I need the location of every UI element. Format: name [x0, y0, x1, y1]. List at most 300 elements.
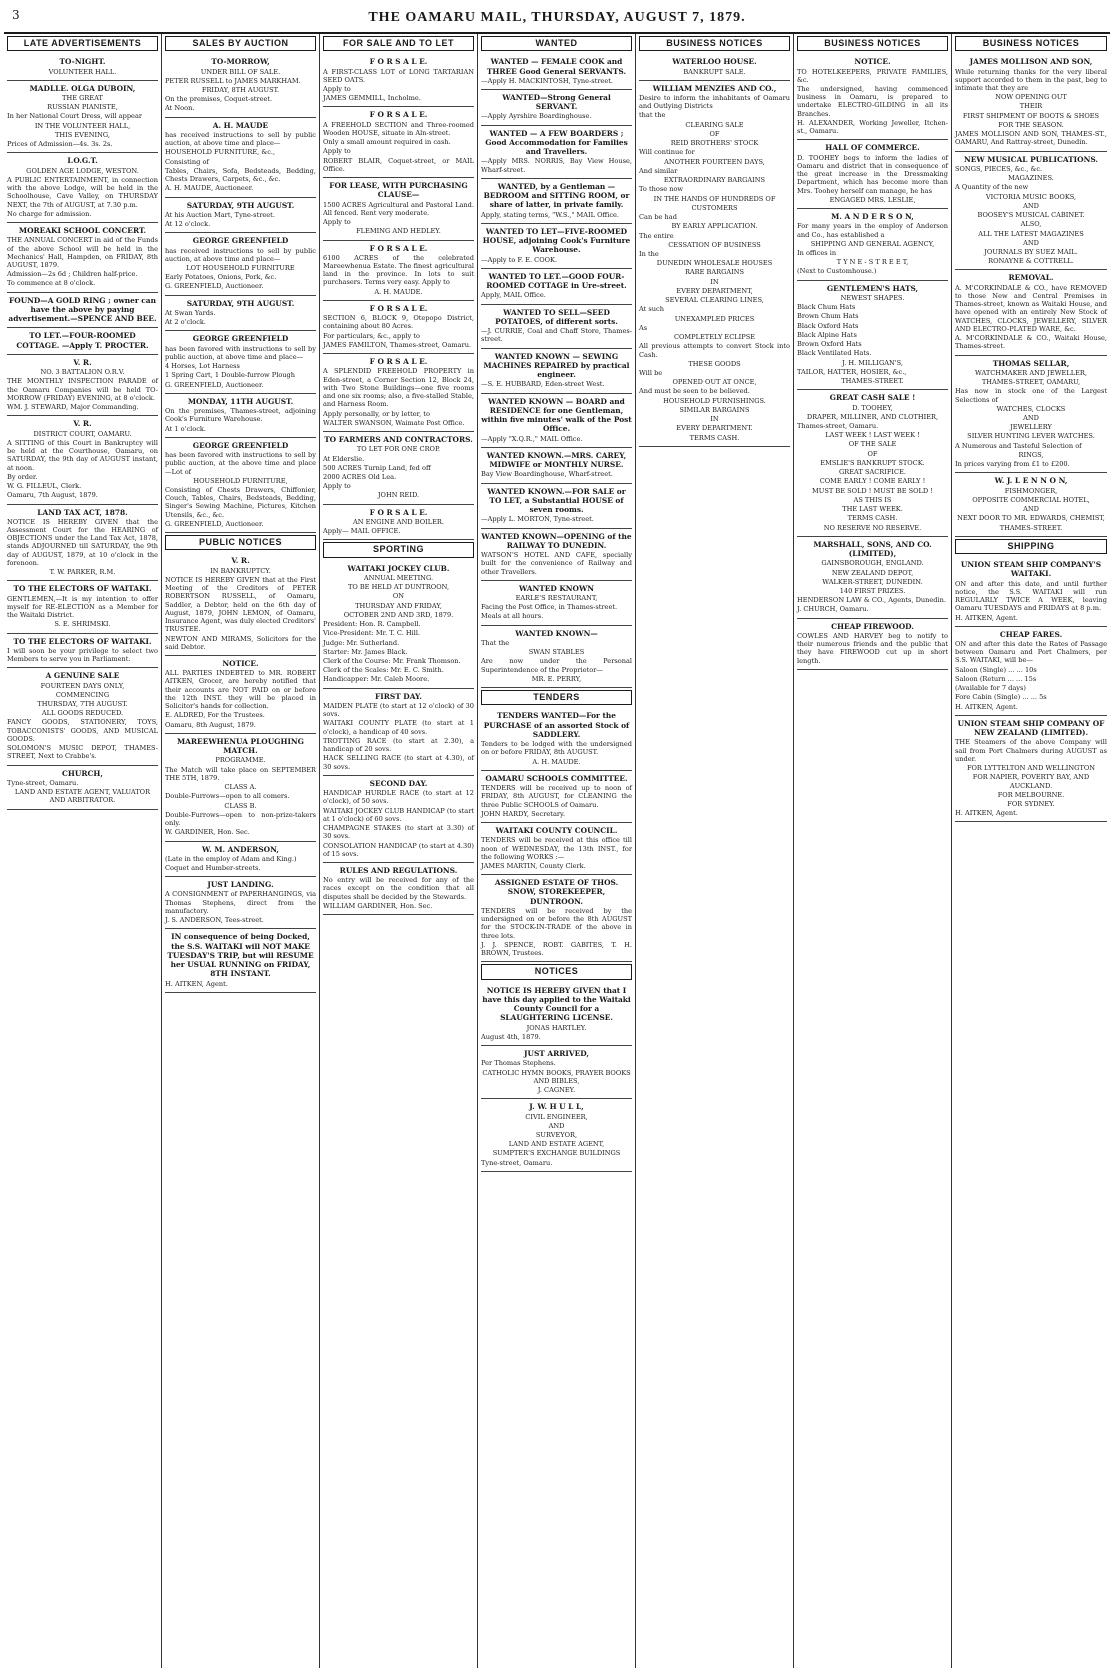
ad-line: 2000 ACRES Old Lea. [323, 472, 397, 481]
ad-line: To commence at 8 o'clock. [7, 279, 96, 288]
advertisement [955, 270, 1107, 355]
ad-line: OF [867, 449, 878, 458]
ad-line: SEVERAL CLEARING LINES, [665, 296, 764, 305]
ad-line: CIVIL ENGINEER, [525, 1112, 588, 1121]
ad-line: Brown Oxford Hats [797, 340, 862, 349]
ad-line: All previous attempts to convert Stock into Cash. [639, 342, 790, 359]
ad-line: Double-Furrows—open to all comers. [165, 792, 290, 801]
section-header: SHIPPING [955, 539, 1107, 554]
ad-line: BY EARLY APPLICATION. [671, 222, 758, 231]
ad-line: FLEMING AND HEDLEY. [356, 227, 441, 236]
ad-heading: M. A N D E R S O N, [831, 212, 914, 222]
ad-line: FOR SYDNEY. [1007, 800, 1055, 808]
ad-line: has been favored with instructions to sell by public auction, at above time and place— [165, 344, 316, 361]
ad-line: A SPLENDID FREEHOLD PROPERTY in Eden-street, a Corner Section 12, Block 24, with Two Stone Buildings—one five rooms and one six rooms; also, a five-stalled Stable, and Harness Room. [323, 367, 474, 409]
ad-line: COMPLETELY ECLIPSE [673, 333, 756, 342]
ad-heading: TO-NIGHT. [59, 57, 106, 67]
ad-line: PETER RUSSELL to JAMES MARKHAM. [165, 76, 301, 85]
advertisement [481, 349, 632, 394]
ad-line: Can be had [639, 213, 677, 222]
ad-line: Apply to [323, 147, 351, 156]
ad-heading: I.O.G.T. [67, 156, 98, 166]
ad-line: HOUSEHOLD FURNITURE, &c., [165, 148, 276, 157]
ad-heading: V. R. [73, 419, 92, 429]
advertisement [797, 54, 948, 140]
ad-line: JOURNALS BY SUEZ MAIL. [984, 247, 1078, 256]
ad-line: SURVEYOR, [535, 1130, 578, 1139]
ad-line: has been favored with instructions to sell by public auction, at the above time and place—Lot of [165, 451, 316, 476]
ad-heading: IN consequence of being Docked, the S.S. WAITAKI will NOT MAKE TUESDAY'S TRIP, but will RESUME her USUAL RUNNING on FRIDAY, 8TH INSTANT. [167, 932, 314, 979]
ad-heading: TENDERS WANTED—For the PURCHASE of an assorted Stock of SADDLERY. [483, 711, 630, 739]
ad-line: At such [639, 305, 664, 314]
ad-line: OF [709, 129, 720, 138]
advertisement [7, 81, 158, 154]
ad-line: H. AITKEN, Agent. [955, 702, 1018, 711]
ad-line: A CONSIGNMENT of PAPERHANGINGS, via Thomas Stephens, direct from the manufactory. [165, 890, 316, 915]
ad-line: Coquet and Humber-streets. [165, 863, 261, 872]
ad-line: has received instructions to sell by public auction, at above time and place— [165, 246, 316, 263]
ad-line: On the premises, Coquet-street. [165, 95, 273, 104]
ad-heading: NOTICE. [854, 57, 891, 67]
ad-line: Consisting of Chests Drawers, Chiffonier, Couch, Tables, Chairs, Bedsteads, Bedding, Singer's Sewing Machine, Pictures, Kitchen Utensils, &c., &c. [165, 485, 316, 519]
ad-line: AN ENGINE AND BOILER. [353, 517, 444, 526]
ad-heading: WANTED TO LET.—GOOD FOUR-ROOMED COTTAGE in Ure-street. [486, 271, 627, 291]
ad-heading: F O R S A L E. [369, 110, 428, 120]
ad-line: AND [1023, 238, 1039, 247]
ad-line: W. GARDINER, Hon. Sec. [165, 828, 250, 837]
ad-heading: WILLIAM MENZIES AND CO., [652, 83, 777, 93]
advertisement [481, 126, 632, 179]
advertisement [165, 296, 316, 332]
ad-line: THIS EVENING, [54, 130, 111, 139]
ad-line: NOW OPENING OUT [995, 93, 1067, 102]
ad-line: On the premises, Thames-street, adjoining Cook's Furniture Warehouse. [165, 407, 316, 424]
ad-line: IN THE VOLUNTEER HALL, [34, 121, 131, 130]
ad-heading: RULES AND REGULATIONS. [339, 865, 458, 875]
ad-line: Prices of Admission—4s. 3s. 2s. [7, 140, 113, 149]
ad-line: SONGS, PIECES, &c., &c. [955, 164, 1043, 173]
ad-line: SOLOMON'S MUSIC DEPOT, THAMES-STREET, Next to Crabbe's. [7, 744, 158, 761]
advertisement [165, 734, 316, 842]
section-header: NOTICES [481, 964, 632, 979]
ad-line: At Noon. [165, 104, 195, 113]
ad-line: Tables, Chairs, Sofa, Bedsteads, Bedding, Chests Drawers, Carpets, &c., &c. [165, 166, 316, 184]
ad-line: Per Thomas Stephens. [481, 1059, 556, 1068]
ad-line: —Apply "X.Q.R.," MAIL Office. [481, 434, 583, 443]
ad-heading: TO-MORROW, [211, 57, 270, 67]
advertisement [639, 54, 790, 80]
advertisement [323, 178, 474, 240]
ad-line: Apply to [323, 218, 351, 227]
ad-line: SIMILAR BARGAINS [679, 405, 750, 414]
advertisement [481, 771, 632, 823]
ad-line: FOURTEEN DAYS ONLY, [40, 681, 125, 690]
columns [4, 34, 1110, 1668]
ad-line: SUMPTER'S EXCHANGE BUILDINGS [492, 1149, 621, 1158]
advertisement [481, 875, 632, 962]
ad-heading: JUST LANDING. [207, 880, 274, 890]
page-number: 3 [12, 8, 20, 22]
advertisement [165, 929, 316, 992]
ad-line: LOT HOUSEHOLD FURNITURE [186, 264, 295, 272]
ad-line: H. ALEXANDER, Working Jeweller, Itchen-st., Oamaru. [797, 118, 948, 136]
advertisement [165, 877, 316, 929]
ad-line: Apply personally, or by letter, to [323, 409, 430, 418]
ad-line: TO BE HELD AT DUNTROON, [347, 583, 450, 592]
ad-line: JAMES FAMILTON, Thames-street, Oamaru. [323, 340, 472, 349]
ad-heading: TO THE ELECTORS OF WAITAKI. [13, 636, 152, 646]
ad-line: CHAMPAGNE STAKES (to start at 3.30) of 30 sovs. [323, 824, 474, 841]
ad-line: G. GREENFIELD, Auctioneer. [165, 380, 264, 389]
ad-heading: JUST ARRIVED, [524, 1049, 589, 1059]
ad-line: No charge for admission. [7, 209, 92, 218]
ad-line: TERMS CASH. [689, 433, 740, 442]
ad-heading: FOUND—A GOLD RING ; owner can have the above by paying advertisement.—SPENCE AND BEE. [8, 295, 157, 324]
ad-line: HACK SELLING RACE (to start at 4.30), of 30 sovs. [323, 754, 474, 771]
ad-heading: WAITAKI JOCKEY CLUB. [347, 563, 450, 573]
ad-line: Are now under the Personal Superintendence of the Proprietor— [481, 657, 632, 674]
ad-line: GENTLEMEN,—It is my intention to offer myself for RE-ELECTION as a Member for the Waitaki District. [7, 594, 158, 620]
ad-heading: ASSIGNED ESTATE OF THOS. SNOW, STOREKEEPER, DUNTROON. [494, 878, 619, 906]
ad-heading: MADLLE. OLGA DUBOIN, [29, 83, 136, 93]
ad-heading: V. R. [73, 357, 92, 367]
ad-line: OPPOSITE COMMERCIAL HOTEL, [972, 495, 1090, 504]
ad-line: Admission—2s 6d ; Children half-price. [7, 270, 138, 279]
ad-line: 6100 ACRES of the celebrated Mareewhenua Estate. The finest agricultural land in the province. In lots to suit purchasers. Terms very easy. Apply to [323, 253, 474, 287]
ad-heading: WANTED KNOWN.—FOR SALE or TO LET, a Substantial HOUSE of seven rooms. [487, 486, 626, 515]
ad-line: A. H. MAUDE, Auctioneer. [165, 184, 254, 193]
ad-line: ALL PARTIES INDEBTED to MR. ROBERT AITKEN, Grocer, are hereby notified that their accounts are NOT PAID on or before the 12th INST. they will be placed in Solicitor's hands for collection. [165, 669, 316, 711]
ad-line: To those now [639, 185, 684, 194]
ad-line: J. S. ANDERSON, Tees-street. [165, 916, 264, 925]
column-header: FOR SALE AND TO LET [323, 36, 474, 51]
ad-line: —S. E. HUBBARD, Eden-street West. [481, 380, 605, 389]
advertisement [955, 716, 1107, 823]
ad-line: 1500 ACRES Agricultural and Pastoral Land. All fenced. Rent very moderate. [323, 200, 474, 217]
ad-line: COMMENCING [55, 690, 110, 699]
column [478, 34, 636, 1668]
ad-line: President: Hon. R. Campbell. [323, 620, 421, 629]
advertisement [955, 152, 1107, 271]
ad-heading: J. W. H U L L, [529, 1102, 584, 1112]
ad-line: Black Oxford Hats [797, 321, 859, 330]
ad-line: A. M'CORKINDALE & CO., have REMOVED to those New and Central Premises in Thames-street, known as Waitaki House, and have opened with an entirely New Stock of WATCHES, CLOCKS, JEWELLERY, SILVER AND ELECTRO-PLATED WARE, &c. [955, 283, 1107, 333]
ad-line: Brown Chum Hats [797, 312, 859, 321]
ad-heading: WANTED KNOWN.—MRS. CAREY, MIDWIFE or MONTHLY NURSE. [486, 450, 627, 470]
ad-line: At Elderslie. [323, 454, 365, 463]
ad-line: THEIR [1019, 102, 1043, 111]
advertisement [323, 241, 474, 301]
advertisement [481, 626, 632, 688]
ad-line: FOR LYTTELTON AND WELLINGTON [966, 764, 1096, 773]
ad-line: CLASS A. [224, 783, 257, 792]
ad-heading: FOR LEASE, WITH PURCHASING CLAUSE— [329, 181, 468, 200]
advertisement [7, 355, 158, 416]
ad-line: FOR THE SEASON. [998, 120, 1064, 129]
ad-line: OPENED OUT AT ONCE, [672, 378, 757, 387]
ad-heading: F O R S A L E. [369, 57, 428, 67]
ad-line: By order. [7, 472, 38, 481]
ad-heading: NEW MUSICAL PUBLICATIONS. [964, 154, 1098, 164]
ad-heading: A. H. MAUDE [212, 120, 269, 130]
ad-line: S. E. SHRIMSKI. [54, 620, 111, 629]
ad-line: For particulars, &c., apply to [323, 331, 420, 340]
ad-line: August 4th, 1879. [481, 1032, 541, 1041]
ad-line: GOLDEN AGE LODGE, WESTON. [26, 166, 139, 175]
ad-heading: LAND TAX ACT, 1878. [37, 507, 128, 517]
ad-line: Black Alpine Hats [797, 330, 857, 339]
ad-line: A Numerous and Tasteful Selection of [955, 441, 1082, 450]
advertisement [323, 301, 474, 354]
ad-line: And must be seen to be believed. [639, 387, 750, 396]
advertisement [165, 233, 316, 295]
ad-heading: W. M. ANDERSON, [202, 844, 279, 854]
advertisement [797, 209, 948, 281]
column-header: LATE ADVERTISEMENTS [7, 36, 158, 51]
ad-heading: WANTED — FEMALE COOK and THREE Good General SERVANTS. [486, 57, 627, 76]
advertisement [955, 557, 1107, 627]
advertisement [481, 823, 632, 875]
ad-heading: F O R S A L E. [369, 507, 428, 517]
ad-heading: TO FARMERS AND CONTRACTORS. [324, 435, 473, 445]
ad-line: E. ALDRED, For the Trustees. [165, 711, 265, 720]
ad-line: THE Steamers of the above Company will sail from Port Chalmers during AUGUST as under. [955, 738, 1107, 763]
ad-heading: SATURDAY, 9TH AUGUST. [186, 200, 295, 210]
column-header: SALES BY AUCTION [165, 36, 316, 51]
ad-heading: WANTED—Strong General SERVANT. [502, 92, 611, 112]
advertisement [323, 107, 474, 178]
advertisement [323, 776, 474, 863]
advertisement [323, 54, 474, 107]
ad-heading: FIRST DAY. [375, 691, 422, 701]
ad-line: WILLIAM GARDINER, Hon. Sec. [323, 901, 433, 910]
ad-heading: WANTED KNOWN— [515, 628, 598, 638]
ad-line: SILVER HUNTING LEVER WATCHES. [967, 432, 1095, 441]
ad-heading: MONDAY, 11TH AUGUST. [187, 396, 294, 406]
ad-heading: GEORGE GREENFIELD [192, 440, 289, 450]
ad-line: JOHN REID. [377, 491, 420, 500]
ad-heading: MARSHALL, SONS, AND CO. (LIMITED), [813, 539, 932, 559]
ad-line: CATHOLIC HYMN BOOKS, PRAYER BOOKS AND BIBLES, [482, 1068, 631, 1085]
ad-heading: NOTICE IS HEREBY GIVEN that I have this day applied to the Waitaki County Council for a SLAUGHTERING LICENSE. [482, 985, 631, 1023]
ad-heading: WANTED KNOWN [518, 583, 595, 593]
ad-line: CLEARING SALE [685, 120, 744, 129]
advertisement [955, 54, 1107, 151]
ad-heading: WATERLOO HOUSE. [672, 57, 757, 67]
ad-line: FOR MELBOURNE. [997, 790, 1065, 799]
ad-line: A PUBLIC ENTERTAINMENT, in connection with the above Lodge, will be held in the Schoolhouse, Cave Valley, on THURSDAY NEXT, the 7th of AUGUST, at 7.30 p.m. [7, 175, 158, 209]
ad-line: In her National Court Dress, will appear [7, 112, 143, 121]
ad-line: WALTER SWANSON, Waimate Post Office. [323, 418, 465, 427]
ad-line: VICTORIA MUSIC BOOKS, [985, 192, 1077, 201]
ad-line: J. CAGNEY. [537, 1086, 576, 1095]
advertisement [7, 634, 158, 669]
ad-line: At Swan Yards. [165, 308, 216, 317]
ad-line: D. TOOHEY, [852, 403, 893, 412]
ad-line: Apply to [323, 84, 351, 93]
ad-line: TO HOTELKEEPERS, PRIVATE FAMILIES, &c. [797, 67, 948, 84]
ad-line: H. AITKEN, Agent. [955, 613, 1018, 622]
ad-line: TENDERS will be received at this office till noon of WEDNESDAY, the 13th INST., for the following WORKS :— [481, 836, 632, 861]
advertisement [797, 537, 948, 619]
ad-line: MAGAZINES. [1008, 174, 1054, 183]
advertisement [481, 581, 632, 626]
advertisement [7, 505, 158, 582]
ad-line: And similar [639, 166, 678, 175]
ad-line: A FIRST-CLASS LOT of LONG TARTARIAN SEED OATS. [323, 67, 474, 84]
ad-line: THAMES-STREET, OAMARU, [981, 378, 1081, 387]
ad-line: FOR NAPIER, POVERTY BAY, AND AUCKLAND. [972, 773, 1090, 790]
ad-heading: OAMARU SCHOOLS COMMITTEE. [485, 773, 628, 783]
ad-line: J. J. SPENCE, ROBT. GABITES, T. H. BROWN, Trustees. [481, 940, 632, 958]
ad-line: —Apply H. MACKINTOSH, Tyne-street. [481, 76, 614, 85]
ad-line: HANDICAP HURDLE RACE (to start at 12 o'clock), of 50 sovs. [323, 789, 474, 806]
ad-line: EXTRAORDINARY BARGAINS [663, 176, 766, 185]
ad-line: Starter: Mr. James Black. [323, 647, 408, 656]
ad-line: UNEXAMPLED PRICES [674, 314, 755, 323]
ad-line: LAST WEEK ! LAST WEEK ! [825, 431, 920, 440]
ad-line: RINGS, [1018, 450, 1044, 459]
ad-line: REID BROTHERS' STOCK [670, 139, 759, 148]
advertisement [481, 90, 632, 126]
advertisement [481, 1099, 632, 1172]
column [320, 34, 478, 1668]
ad-heading: CHURCH, [62, 768, 103, 778]
ad-line: At his Auction Mart, Tyne-street. [165, 210, 275, 219]
advertisement [323, 505, 474, 541]
ad-line: In prices varying from £1 to £200. [955, 460, 1070, 469]
ad-line: I will soon be your privilege to select two Members to serve you in Parliament. [7, 646, 158, 664]
advertisement [323, 354, 474, 432]
ad-line: ALSO, [1020, 220, 1042, 229]
ad-heading: MAREEWHENUA PLOUGHING MATCH. [177, 736, 304, 756]
ad-line: TO LET FOR ONE CROP. [356, 445, 441, 454]
ad-line: WATSON'S HOTEL AND CAFE, specially built for the convenience of Railway and other Travellers. [481, 551, 632, 576]
ad-line: Clerk of the Scales: Mr. E. C. Smith. [323, 666, 444, 675]
ad-line: IN [710, 277, 719, 286]
advertisement [797, 140, 948, 209]
column [952, 34, 1110, 1668]
advertisement [323, 863, 474, 915]
ad-line: A. M'CORKINDALE & CO., Waitaki House, Thames-street. [955, 334, 1107, 351]
advertisement [165, 54, 316, 117]
ad-line: SHIPPING AND GENERAL AGENCY, [810, 239, 935, 248]
ad-heading: UNION STEAM SHIP COMPANY'S WAITAKI. [960, 560, 1102, 579]
ad-line: Apply, stating terms, "W.S.," MAIL Office. [481, 210, 620, 219]
advertisement [7, 668, 158, 765]
ad-line: NEWEST SHAPES. [840, 293, 905, 302]
ad-line: HOUSEHOLD FURNISHINGS. [663, 396, 766, 405]
ad-heading: THOMAS SELLAR, [992, 358, 1070, 368]
ad-heading: TO LET.—FOUR-ROOMED COTTAGE. —Apply T. PROCTER. [16, 331, 149, 350]
ad-line: FRIDAY, 8TH AUGUST. [201, 85, 280, 94]
section-header: TENDERS [481, 690, 632, 705]
advertisement [481, 448, 632, 484]
ad-line: Apply— MAIL OFFICE. [323, 527, 401, 536]
ad-line: ANOTHER FOURTEEN DAYS, [664, 157, 765, 166]
ad-heading: SECOND DAY. [369, 778, 428, 788]
ad-heading: WANTED KNOWN — BOARD and RESIDENCE for one Gentleman, within five minutes' walk of the Post Office. [481, 396, 632, 434]
ad-line: The undersigned, having commenced business in Oamaru, is prepared to undertake ELECTRO-GILDING in all its Branches. [797, 84, 948, 118]
advertisement [481, 54, 632, 90]
advertisement [481, 529, 632, 581]
ad-line: WM. J. STEWARD, Major Commanding. [7, 403, 139, 412]
ad-line: NEXT DOOR TO MR. EDWARDS, CHEMIST, [957, 514, 1105, 523]
ad-line: HOUSEHOLD FURNITURE, [193, 476, 288, 485]
ad-line: Facing the Post Office, in Thames-street. [481, 603, 618, 612]
ad-heading: REMOVAL. [1008, 273, 1054, 283]
advertisement [481, 179, 632, 224]
ad-line: DRAPER, MILLINER, AND CLOTHIER, [806, 412, 939, 421]
ad-heading: WANTED KNOWN — SEWING MACHINES REPAIRED by practical engineer. [483, 351, 630, 380]
column [4, 34, 162, 1668]
ad-line: Tyne-street, Oamaru. [7, 778, 79, 787]
ad-heading: GEORGE GREENFIELD [192, 334, 289, 344]
ad-line: Black Chum Hats [797, 303, 856, 312]
ad-line: For many years in the employ of Anderson and Co., has established a [797, 222, 948, 239]
advertisement [165, 198, 316, 234]
ad-line: Tenders to be lodged with the undersigned on or before FRIDAY, 8th AUGUST. [481, 740, 632, 757]
advertisement [165, 656, 316, 734]
ad-line: Apply to [323, 482, 351, 491]
ad-line: (Late in the employ of Adam and King.) [165, 854, 297, 863]
column [636, 34, 794, 1668]
ad-line: Vice-President: Mr. T. C. Hill. [323, 629, 421, 638]
advertisement [797, 619, 948, 670]
advertisement [7, 766, 158, 810]
section-header: PUBLIC NOTICES [165, 535, 316, 550]
ad-line: WAITAKI JOCKEY CLUB HANDICAP (to start at 1 o'clock) of 60 sovs. [323, 806, 474, 823]
ad-line: TENDERS will be received by the undersigned on or before the 8th AUGUST for the STOCK-IN-TRADE of the above in three lots. [481, 906, 632, 940]
ad-line: Black Ventilated Hats. [797, 349, 872, 358]
ad-line: AND [1023, 201, 1039, 210]
ad-line: RARE BARGAINS [684, 268, 745, 277]
ad-heading: TO THE ELECTORS OF WAITAKI. [13, 584, 152, 594]
ad-line: Only a small amount required in cash. [323, 138, 451, 147]
advertisement [955, 627, 1107, 716]
advertisement [165, 331, 316, 393]
ad-line: LAND AND ESTATE AGENT, VALUATOR AND ARBITRATOR. [14, 788, 151, 805]
advertisement [481, 224, 632, 269]
ad-line: Oamaru, 7th August, 1879. [7, 491, 98, 500]
ad-heading: GREAT CASH SALE ! [829, 393, 916, 403]
ad-heading: GEORGE GREENFIELD [192, 236, 289, 246]
ad-line: Desire to inform the inhabitants of Oamaru and Outlying Districts [639, 93, 790, 111]
ad-line: NOTICE IS HEREBY GIVEN that the Assessment Court for the HEARING of OBJECTIONS under the Land Tax Act, 1878, stands ADJOURNED till SATURDAY, the 9th day of AUGUST, 1879, at 10 o'clock in the forenoon. [7, 517, 158, 567]
ad-line: Judge: Mr. Sutherland. [323, 638, 400, 647]
ad-line: TERMS CASH. [847, 514, 898, 523]
ad-line: Saloon (Single) ... ... 10s [955, 665, 1037, 674]
column-header: BUSINESS NOTICES [639, 36, 790, 51]
ad-line: No entry will be received for any of the races except on the condition that all disputes shall be decided by the Stewards. [323, 876, 474, 901]
ad-line: G. GREENFIELD, Auctioneer. [165, 519, 264, 528]
ad-line: JAMES MOLLISON AND SON, THAMES-ST., OAMARU, And Rattray-street, Dunedin. [955, 130, 1107, 147]
ad-heading: HALL OF COMMERCE. [825, 143, 920, 153]
ad-line: RUSSIAN PIANISTE, [47, 103, 118, 112]
ad-line: FIRST SHIPMENT OF BOOTS & SHOES [962, 111, 1100, 120]
advertisement [323, 432, 474, 505]
ad-line: A SITTING of this Court in Bankruptcy will be held at the Courthouse, Oamaru, on SATURDAY, the 9th day of AUGUST instant, at noon. [7, 438, 158, 472]
ad-line: ON [392, 592, 405, 601]
ad-line: A. H. MAUDE. [374, 287, 423, 296]
ad-line: Has now in stock one of the Largest Selections of [955, 387, 1107, 404]
advertisement [481, 983, 632, 1046]
ad-line: While returning thanks for the very liberal support accorded to them in the past, beg to intimate that they are [955, 67, 1107, 92]
ad-line: has received instructions to sell by public auction, at above time and place— [165, 130, 316, 148]
advertisement [165, 842, 316, 878]
column [794, 34, 952, 1668]
ad-line: OF THE SALE [848, 440, 897, 449]
